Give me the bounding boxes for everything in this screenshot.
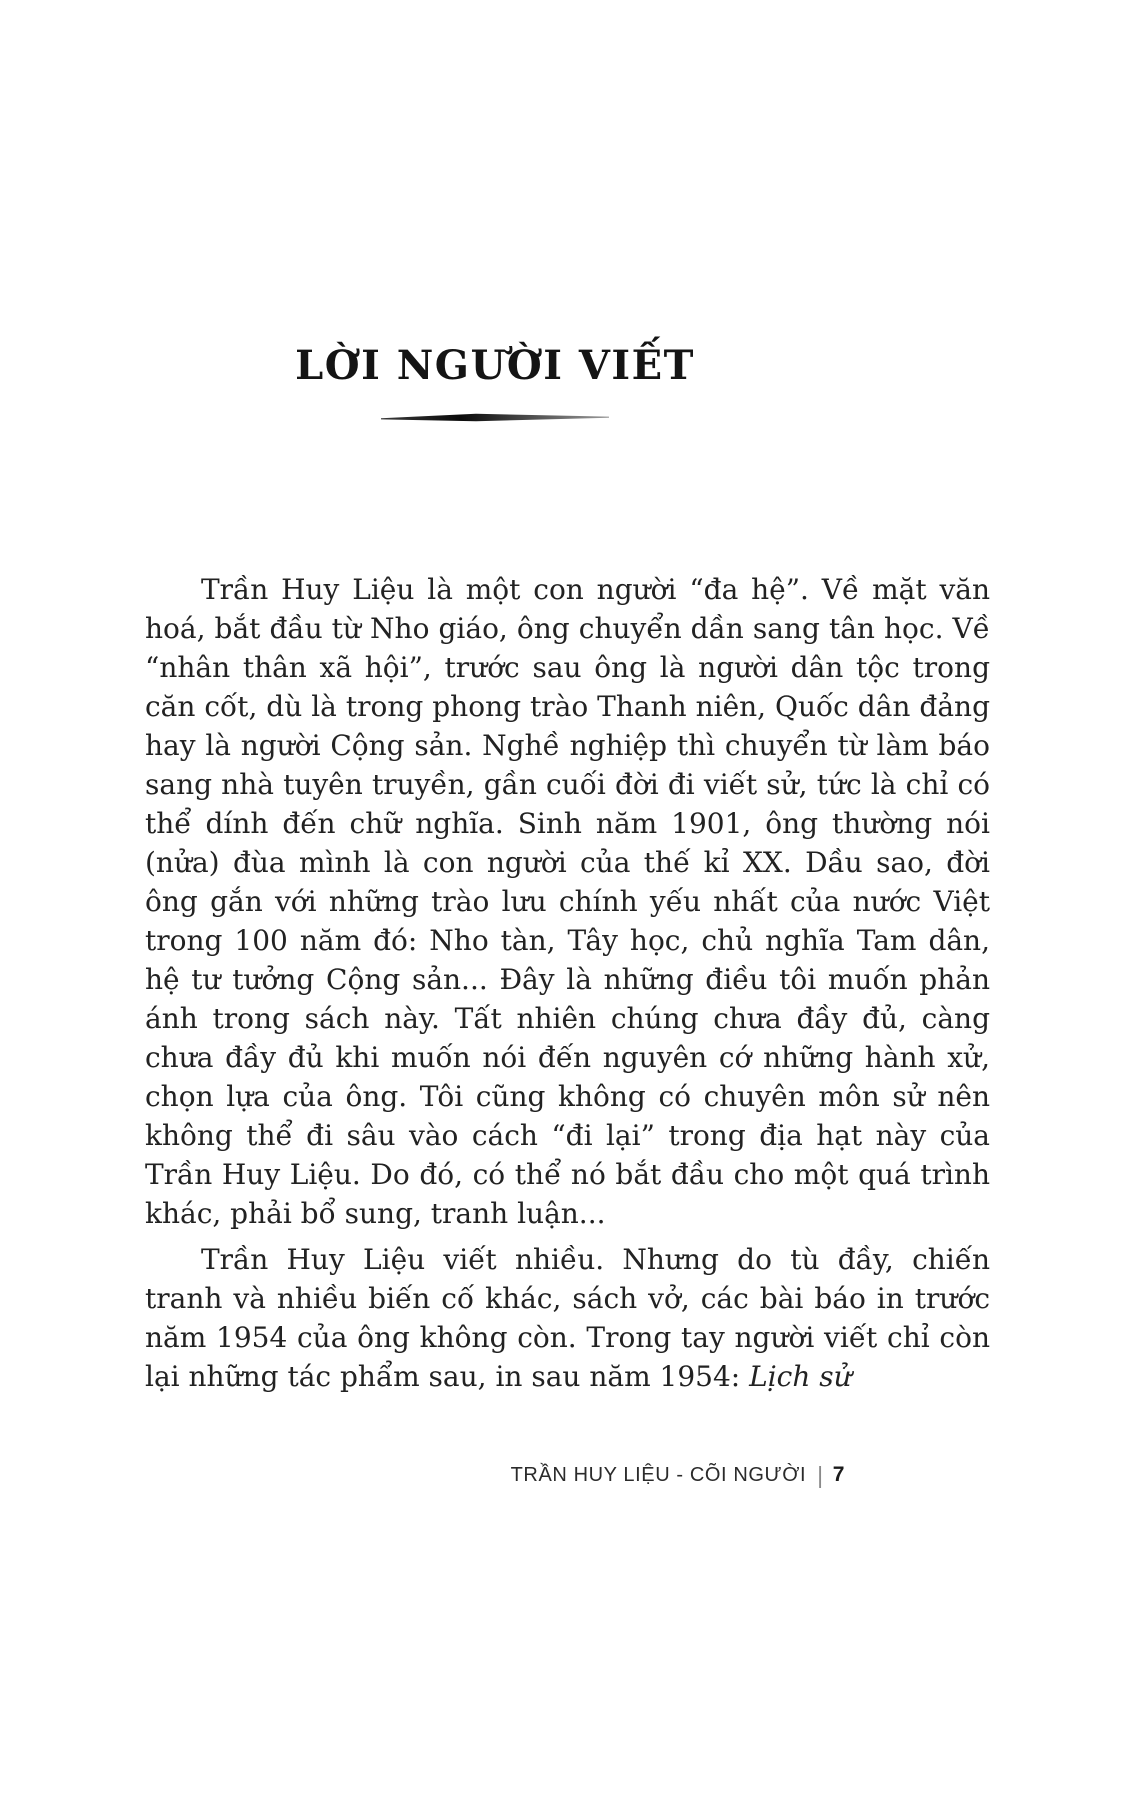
footer-separator: | — [817, 1462, 824, 1488]
title-divider-ornament — [381, 413, 609, 422]
running-book-title: TRẦN HUY LIỆU - CÕI NGƯỜI — [510, 1464, 807, 1486]
chapter-heading-block — [145, 342, 845, 422]
paragraph-2 — [145, 1240, 990, 1396]
paragraph-2-text: Trần Huy Liệu viết nhiều. Nhưng do tù đầy, chiến tranh và nhiều biến cố khác, sách vở, các bài báo in trước năm 1954 của ông không còn. Trong tay người viết chỉ còn lại những tác phẩm sau, in sau năm 1954: — [145, 1243, 990, 1393]
chapter-title: LỜI NGƯỜI VIẾT — [295, 342, 695, 389]
body-text-column — [145, 570, 990, 1396]
paragraph-2-italic-title: Lịch sử — [749, 1360, 852, 1393]
paragraph-1: Trần Huy Liệu là một con người “đa hệ”. Về mặt văn hoá, bắt đầu từ Nho giáo, ông chuyển dần sang tân học. Về “nhân thân xã hội”, trước sau ông là người dân tộc trong căn cốt, dù là trong phong trào Thanh niên, Quốc dân đảng hay là người Cộng sản. Nghề nghiệp thì chuyển từ làm báo sang nhà tuyên truyền, gần cuối đời đi viết sử, tức là chỉ có thể dính đến chữ nghĩa. Sinh năm 1901, ông thường nói (nửa) đùa mình là con người của thế kỉ XX. Dầu sao, đời ông gắn với những trào lưu chính yếu nhất của nước Việt trong 100 năm đó: Nho tàn, Tây học, chủ nghĩa Tam dân, hệ tư tưởng Cộng sản... Đây là những điều tôi muốn phản ánh trong sách này. Tất nhiên chúng chưa đầy đủ, càng chưa đầy đủ khi muốn nói đến nguyên cớ những hành xử, chọn lựa của ông. Tôi cũng không có chuyên môn sử nên không thể đi sâu vào cách “đi lại” trong địa hạt này của Trần Huy Liệu. Do đó, có thể nó bắt đầu cho một quá trình khác, phải bổ sung, tranh luận... — [145, 573, 990, 1230]
page-footer — [0, 1462, 845, 1489]
page-number: 7 — [832, 1463, 845, 1486]
